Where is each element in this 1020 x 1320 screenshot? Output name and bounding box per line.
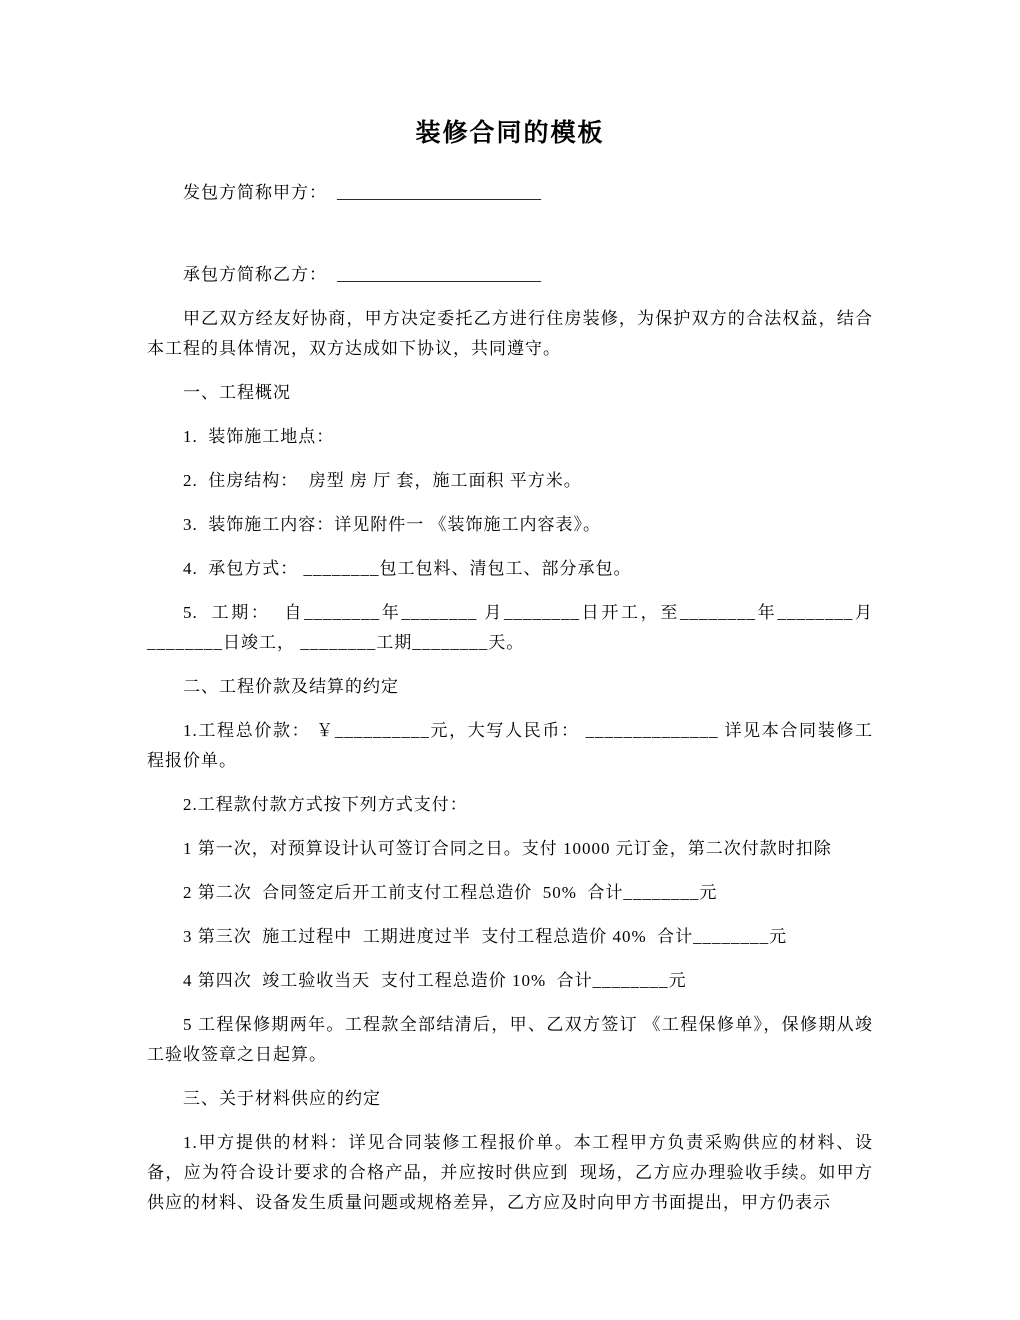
section-1-item-construction-site: 1. 装饰施工地点： xyxy=(183,427,335,446)
payment-fourth-installment: 4 第四次 竣工验收当天 支付工程总造价 10% 合计________元 xyxy=(183,971,687,990)
party-a-line xyxy=(147,178,873,208)
section-3-item-materials-by-party-a: 1.甲方提供的材料：详见合同装修工程报价单。本工程甲方负责采购供应的材料、设备，应为符合设计要求的合格产品，并应按时供应到 现场，乙方应办理验收手续。如甲方供应的材料、设备发生质量问题或规格差异，乙方应及时向甲方书面提出，甲方仍表示 xyxy=(147,1133,873,1212)
party-b-blank-line: ________________________ xyxy=(337,265,541,284)
party-a-label: 发包方简称甲方： xyxy=(183,183,327,202)
section-1-item-construction-content: 3. 装饰施工内容：详见附件一 《装饰施工内容表》。 xyxy=(183,515,601,534)
intro-paragraph: 甲乙双方经友好协商，甲方决定委托乙方进行住房装修，为保护双方的合法权益，结合本工程的具体情况，双方达成如下协议，共同遵守。 xyxy=(147,309,873,358)
warranty-clause: 5 工程保修期两年。工程款全部结清后，甲、乙双方签订 《工程保修单》，保修期从竣工验收签章之日起算。 xyxy=(147,1015,873,1064)
section-1-item-contract-method: 4. 承包方式： ________包工包料、清包工、部分承包。 xyxy=(183,559,632,578)
payment-first-installment: 1 第一次，对预算设计认可签订合同之日。支付 10000 元订金，第二次付款时扣除 xyxy=(183,839,832,858)
section-2-item-total-price: 1.工程总价款： ￥__________元，大写人民币： ______________ 详见本合同装修工程报价单。 xyxy=(147,721,873,770)
party-b-line xyxy=(147,260,873,290)
section-1-item-construction-period: 5. 工期： 自________年________ 月________日开工，至________年________月________日竣工， ________工期________天。 xyxy=(147,603,873,652)
section-1-heading: 一、工程概况 xyxy=(183,383,291,402)
section-1-item-housing-structure: 2. 住房结构： 房型 房 厅 套，施工面积 平方米。 xyxy=(183,471,582,490)
section-3-heading: 三、关于材料供应的约定 xyxy=(183,1089,381,1108)
document-title: 装修合同的模板 xyxy=(415,120,605,147)
party-b-label: 承包方简称乙方： xyxy=(183,265,327,284)
section-2-item-payment-method: 2.工程款付款方式按下列方式支付： xyxy=(183,795,468,814)
payment-second-installment: 2 第二次 合同签定后开工前支付工程总造价 50% 合计________元 xyxy=(183,883,718,902)
section-2-heading: 二、工程价款及结算的约定 xyxy=(183,677,399,696)
party-a-blank-line: ________________________ xyxy=(337,183,541,202)
payment-third-installment: 3 第三次 施工过程中 工期进度过半 支付工程总造价 40% 合计________元 xyxy=(183,927,788,946)
